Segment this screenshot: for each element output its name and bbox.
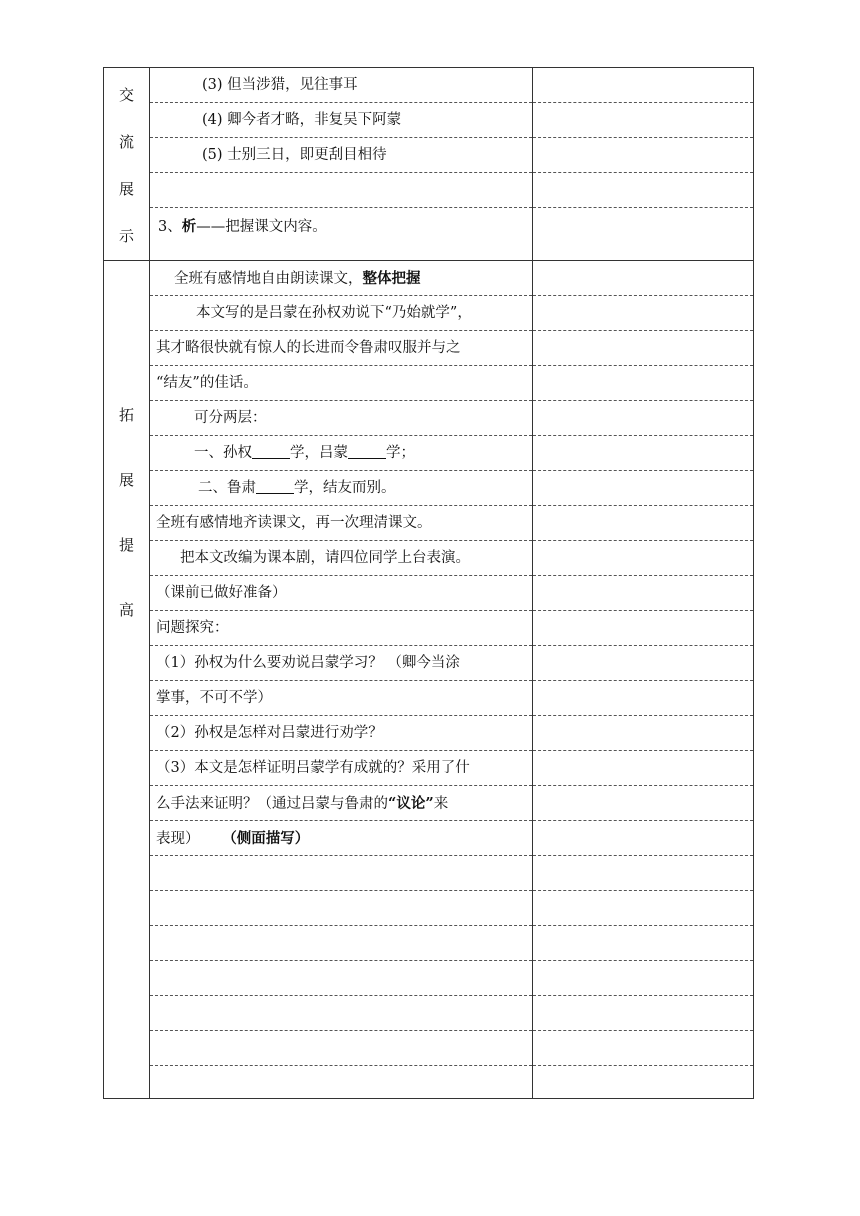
note-line	[533, 208, 753, 246]
content-line: 把本文改编为课本剧，请四位同学上台表演。	[150, 541, 532, 576]
note-line	[533, 716, 753, 751]
content-line	[150, 173, 532, 208]
note-line	[533, 68, 753, 103]
content-line	[150, 1066, 532, 1098]
content-line: （1）孙权为什么要劝说吕蒙学习？ （卿今当涂	[150, 646, 532, 681]
content-line: （2）孙权是怎样对吕蒙进行劝学？	[150, 716, 532, 751]
note-line	[533, 296, 753, 331]
side-char: 展	[118, 180, 134, 198]
fill-blank	[256, 492, 294, 494]
note-line	[533, 1031, 753, 1066]
content-line: 本文写的是吕蒙在孙权劝说下“乃始就学”，	[150, 296, 532, 331]
lesson-plan-table	[103, 67, 754, 1099]
bold-keyword: 析	[181, 218, 197, 235]
side-label-exchange	[104, 68, 150, 261]
line-text: 学，吕蒙	[290, 445, 348, 461]
notes-cell	[533, 68, 754, 261]
line-text: 表现）	[156, 831, 200, 847]
section-exchange-display	[104, 68, 754, 261]
note-line	[533, 821, 753, 856]
note-line	[533, 681, 753, 716]
content-line: （课前已做好准备）	[150, 576, 532, 611]
line-text: ——把握课文内容。	[196, 219, 327, 235]
note-line	[533, 331, 753, 366]
content-cell	[150, 68, 533, 261]
content-line	[150, 786, 532, 821]
content-line	[150, 436, 532, 471]
content-line	[150, 996, 532, 1031]
note-line	[533, 576, 753, 611]
side-char: 拓	[118, 406, 134, 424]
side-char: 高	[118, 601, 134, 619]
fill-blank	[348, 457, 386, 459]
content-line: (5) 士别三日，即更刮目相待	[150, 138, 532, 173]
note-line	[533, 261, 753, 296]
line-prefix: 3、	[158, 219, 182, 235]
side-label-extension	[104, 261, 150, 1099]
content-line: “结友”的佳话。	[150, 366, 532, 401]
note-line	[533, 961, 753, 996]
line-text: 一、孙权	[194, 445, 252, 461]
note-line	[533, 366, 753, 401]
line-text: 全班有感情地自由朗读课文，	[174, 271, 363, 287]
content-line: 全班有感情地齐读课文，再一次理清课文。	[150, 506, 532, 541]
side-char: 展	[118, 471, 134, 489]
note-line	[533, 891, 753, 926]
line-text: 二、鲁肃	[198, 480, 256, 496]
note-line	[533, 786, 753, 821]
notes-cell	[533, 261, 754, 1099]
fill-blank	[252, 457, 290, 459]
content-line: (4) 卿今者才略，非复吴下阿蒙	[150, 103, 532, 138]
note-line	[533, 541, 753, 576]
note-line	[533, 471, 753, 506]
line-text: 学，结友而别。	[294, 480, 396, 496]
bold-keyword: 整体把握	[362, 270, 421, 287]
content-cell	[150, 261, 533, 1099]
note-line	[533, 996, 753, 1031]
content-line: 其才略很快就有惊人的长进而令鲁肃叹服并与之	[150, 331, 532, 366]
note-line	[533, 611, 753, 646]
note-line	[533, 138, 753, 173]
bold-keyword: “议论”	[388, 795, 434, 812]
side-char: 提	[118, 536, 134, 554]
content-line	[150, 208, 532, 246]
note-line	[533, 436, 753, 471]
bold-keyword: （侧面描写）	[229, 830, 310, 847]
section-extension	[104, 261, 754, 1099]
note-line	[533, 506, 753, 541]
side-char: 示	[118, 227, 134, 245]
note-line	[533, 856, 753, 891]
content-line	[150, 821, 532, 856]
note-line	[533, 103, 753, 138]
content-line: 可分两层：	[150, 401, 532, 436]
note-line	[533, 401, 753, 436]
content-line	[150, 961, 532, 996]
content-line	[150, 926, 532, 961]
content-line	[150, 891, 532, 926]
content-line	[150, 856, 532, 891]
content-line	[150, 261, 532, 296]
note-line	[533, 751, 753, 786]
content-line	[150, 471, 532, 506]
content-line: 掌事，不可不学）	[150, 681, 532, 716]
content-line: （3）本文是怎样证明吕蒙学有成就的？采用了什	[150, 751, 532, 786]
content-line: 问题探究：	[150, 611, 532, 646]
content-line	[150, 1031, 532, 1066]
line-text: 来	[433, 796, 449, 812]
note-line	[533, 1066, 753, 1098]
note-line	[533, 173, 753, 208]
line-text: 学；	[386, 445, 415, 461]
line-text: 么手法来证明？（通过吕蒙与鲁肃的	[156, 796, 388, 812]
side-char: 流	[118, 133, 134, 151]
side-char: 交	[118, 86, 134, 104]
note-line	[533, 926, 753, 961]
note-line	[533, 646, 753, 681]
content-line: (3) 但当涉猎，见往事耳	[150, 68, 532, 103]
